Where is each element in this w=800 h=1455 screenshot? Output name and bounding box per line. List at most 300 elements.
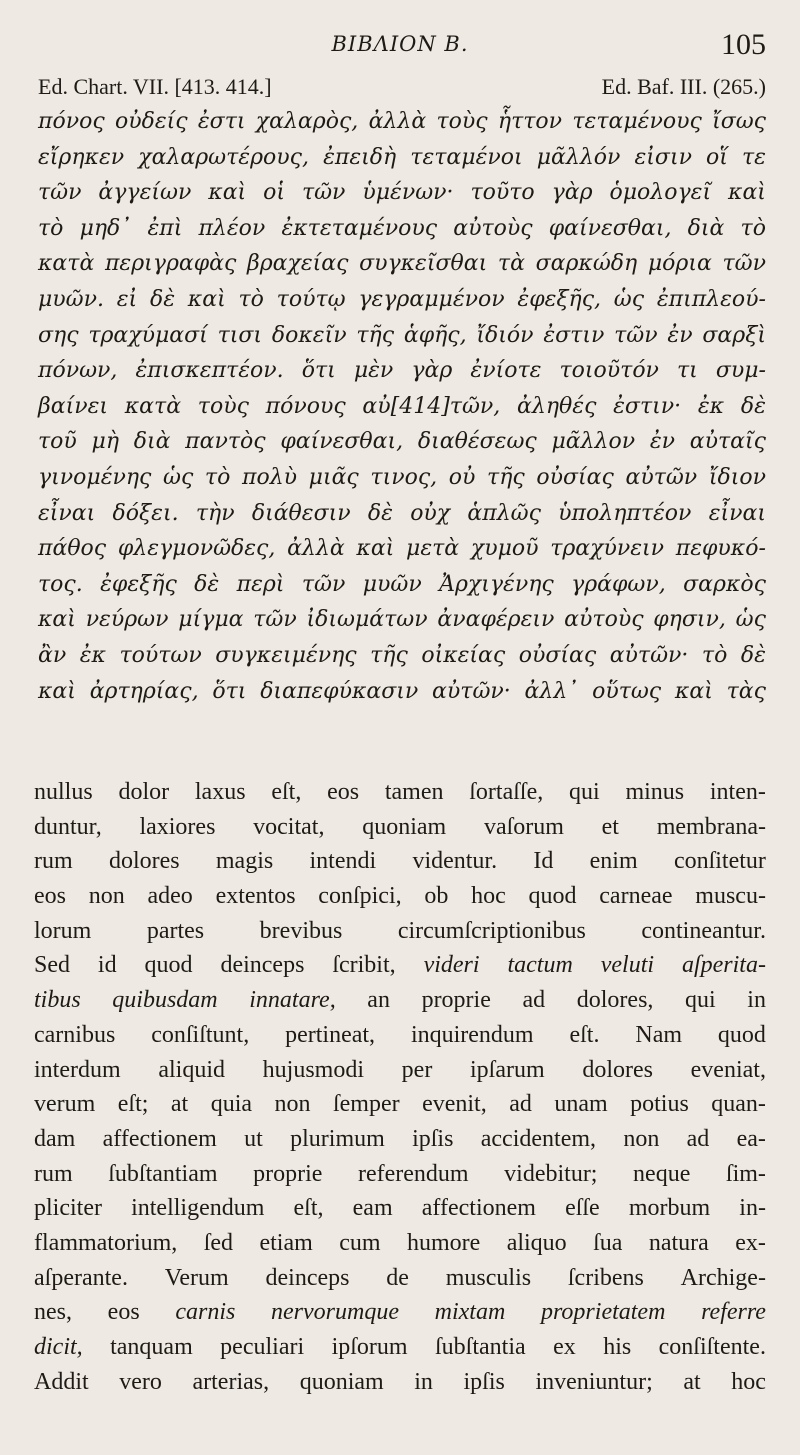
word: morbum	[628, 1195, 711, 1222]
word: γράφων,	[571, 571, 666, 597]
word: δὲ	[194, 571, 220, 597]
word: pertineat,	[285, 1021, 376, 1048]
word: hoc	[731, 1368, 766, 1395]
word: ἧττον	[497, 109, 563, 134]
word: ἀγγείων	[98, 180, 192, 206]
word: tibus	[34, 987, 81, 1014]
word: interdum	[34, 1056, 121, 1083]
latin-text-line	[34, 948, 766, 983]
word: νεύρων	[85, 607, 169, 633]
word: μετὰ	[406, 536, 460, 562]
word: μηδ᾽	[79, 215, 132, 241]
word: qui	[685, 987, 716, 1014]
word: οἵ	[706, 144, 728, 170]
greek-text-line	[38, 282, 766, 318]
word: μιᾶς	[308, 464, 359, 490]
word: ipſis	[412, 1125, 454, 1152]
word: τεταμένοι	[410, 144, 523, 170]
word: γὰρ	[411, 358, 453, 384]
word: χυμοῦ	[470, 536, 539, 562]
latin-text-line	[34, 1226, 766, 1261]
word: membrana-	[656, 813, 766, 840]
word: οὐχ	[410, 500, 451, 526]
edition-reference-chart: Ed. Chart. VII. [413. 414.]	[38, 74, 272, 99]
word: πάθος	[38, 536, 107, 562]
word: nes,	[34, 1299, 72, 1326]
word: quia	[210, 1091, 253, 1118]
word: ἐν	[649, 429, 676, 455]
greek-text-line	[38, 140, 766, 176]
word: τὰς	[726, 678, 766, 704]
word: τῆς	[356, 322, 395, 348]
word: τι	[677, 358, 698, 384]
word: mixtam	[434, 1299, 506, 1326]
word: ἐκ	[697, 393, 725, 419]
word: ſcribens	[567, 1264, 644, 1291]
word: Addit	[34, 1368, 89, 1395]
word: eos	[107, 1299, 140, 1326]
word: ὅτι	[212, 678, 247, 704]
word: αὐτῶν·	[432, 678, 511, 704]
word: dam	[34, 1125, 76, 1152]
word: pliciter	[34, 1195, 102, 1222]
word: οὐδείς	[114, 109, 188, 134]
word: dolor	[118, 779, 170, 805]
word: enim	[589, 848, 638, 875]
word: verum	[34, 1091, 96, 1118]
word: eam	[352, 1195, 393, 1222]
word: magis	[215, 848, 274, 875]
word: ob	[424, 883, 449, 910]
word: οὐσίας	[518, 642, 597, 668]
greek-text-line	[38, 104, 766, 140]
word: arterias,	[192, 1368, 270, 1395]
word: accidentem,	[480, 1125, 597, 1152]
word: πόνος	[38, 109, 105, 134]
word: ἐνίοτε	[470, 358, 542, 384]
word: αὐτῶν·	[609, 642, 689, 668]
word: rum	[34, 1160, 73, 1187]
word: circumſcriptionibus	[397, 917, 586, 944]
word: carnibus	[34, 1021, 116, 1048]
word: σης	[38, 322, 79, 348]
word: nullus	[34, 779, 93, 805]
word: τῶν	[614, 322, 658, 348]
word: ὑμένων·	[362, 180, 454, 206]
word: ἀλλὰ	[287, 536, 345, 562]
word: τοὺς	[436, 109, 488, 134]
word: ἰδιωμάτων	[306, 607, 428, 633]
word: ſed	[203, 1229, 234, 1256]
word: ad	[686, 1125, 710, 1152]
word: humore	[406, 1229, 481, 1256]
word: ὅτι	[301, 358, 336, 384]
latin-text-line	[34, 1365, 766, 1400]
word: ſim-	[725, 1160, 766, 1187]
word: his	[603, 1334, 632, 1360]
word: quod	[717, 1021, 766, 1048]
word: videntur.	[412, 848, 498, 875]
word: inveniuntur;	[535, 1368, 653, 1395]
word: ἐπισκεπτέον.	[135, 358, 284, 384]
word: id	[97, 952, 117, 979]
word: contineantur.	[641, 917, 766, 944]
word: hoc	[471, 883, 506, 910]
word: non	[274, 1091, 311, 1118]
word: aliquid	[158, 1056, 225, 1083]
word: Nam	[635, 1021, 683, 1048]
word: οἰκείας	[421, 642, 506, 668]
latin-text-line	[34, 1053, 766, 1088]
word: σαρκώδη	[535, 251, 638, 277]
word: musculis	[445, 1264, 532, 1291]
word: κατὰ	[124, 393, 182, 419]
word: cum	[339, 1229, 381, 1256]
word: περιγραφὰς	[104, 251, 237, 277]
greek-text-line	[38, 424, 766, 460]
word: ἐν	[667, 322, 693, 348]
latin-text-line	[34, 1191, 766, 1226]
word: ſcribit,	[332, 952, 396, 979]
word: laxiores	[139, 813, 216, 840]
word: quoniam	[299, 1368, 384, 1395]
word: ipſis	[463, 1368, 505, 1395]
word: inquirendum	[410, 1021, 534, 1048]
word: τὸ	[238, 286, 264, 312]
word: ἐφεξῆς,	[517, 286, 602, 312]
word: videri	[423, 952, 480, 979]
greek-text-block	[38, 104, 766, 709]
greek-text-line	[38, 531, 766, 567]
word: deinceps	[220, 952, 305, 979]
word: Ἀρχιγένης	[439, 571, 554, 597]
word: eveniat,	[690, 1056, 766, 1083]
word: quoniam	[362, 813, 447, 840]
word: ἐστι	[197, 109, 246, 134]
word: dicit,	[34, 1334, 83, 1360]
word: dolores	[108, 848, 180, 875]
word: ea-	[736, 1125, 766, 1152]
page-number: 105	[721, 28, 766, 61]
word: εἰσιν	[634, 144, 692, 170]
word: intelligendum	[131, 1195, 265, 1222]
word: proprietatem	[540, 1299, 666, 1326]
latin-text-line	[34, 879, 766, 914]
latin-text-line	[34, 1122, 766, 1157]
word: ἐφεξῆς	[100, 571, 177, 597]
word: natura	[648, 1229, 709, 1256]
word: conſiſtente.	[658, 1334, 766, 1360]
word: quan-	[711, 1091, 766, 1118]
word: καὶ	[187, 286, 226, 312]
word: eſt,	[271, 779, 302, 805]
word: proprie	[421, 987, 491, 1014]
word: ἁφῆς,	[403, 322, 467, 348]
word: καὶ	[38, 678, 76, 704]
word: laxus	[194, 779, 246, 805]
word: ἂν	[38, 642, 67, 668]
word: τισι	[217, 322, 263, 348]
word: σαρξὶ	[702, 322, 766, 348]
greek-text-line	[38, 638, 766, 674]
greek-text-line	[38, 674, 766, 710]
word: eſt.	[569, 1021, 600, 1048]
word: φαίνεσθαι,	[548, 215, 672, 241]
word: δοκεῖν	[271, 322, 347, 348]
word: videbitur;	[504, 1160, 598, 1187]
word: non	[623, 1125, 660, 1152]
latin-text-line	[34, 1330, 766, 1365]
word: Id	[533, 848, 554, 875]
word: neque	[633, 1160, 691, 1187]
word: τραχύνειν	[550, 536, 665, 562]
greek-text-line	[38, 496, 766, 532]
word: μόρια	[647, 251, 712, 277]
word: περὶ	[236, 571, 285, 597]
word: ſubſtantia	[435, 1334, 526, 1360]
word: eſſe	[565, 1195, 600, 1222]
word: carneae	[599, 883, 673, 910]
word: eos	[327, 779, 360, 805]
word: τὴν	[195, 500, 235, 526]
word: αὐτοὺς	[564, 607, 644, 633]
word: ἁπλῶς	[467, 500, 541, 526]
word: de	[386, 1264, 409, 1291]
word: τος.	[38, 571, 83, 597]
word: carnis	[175, 1299, 236, 1326]
word: τε	[742, 144, 766, 170]
word: συγκεῖσθαι	[359, 251, 488, 277]
word: τοὺς	[197, 393, 249, 419]
greek-text-line	[38, 211, 766, 247]
word: eos	[34, 883, 66, 910]
word: ex	[553, 1334, 576, 1360]
word: αὐτοὺς	[453, 215, 533, 241]
word: δόξει.	[112, 500, 179, 526]
word: etiam	[259, 1229, 313, 1256]
word: καὶ	[728, 180, 766, 206]
word: τὸ	[38, 215, 64, 241]
word: τοιοῦτόν	[559, 358, 659, 384]
word: partes	[146, 917, 205, 944]
word: tactum	[507, 952, 573, 979]
word: πολὺ	[241, 464, 298, 490]
word: παντὸς	[185, 429, 266, 455]
word: διαθέσεως	[417, 429, 537, 455]
word: τῶν	[301, 180, 346, 206]
word: et	[601, 813, 619, 840]
word: brevibus	[259, 917, 343, 944]
word: Sed	[34, 952, 70, 979]
word: ſua	[593, 1229, 623, 1256]
word: vaſorum	[483, 813, 564, 840]
word: τὰ	[497, 251, 525, 277]
word: rum	[34, 848, 73, 875]
latin-text-line	[34, 844, 766, 879]
word: at	[170, 1091, 189, 1118]
word: μίγμα	[178, 607, 244, 633]
word: Verum	[164, 1264, 229, 1291]
word: πόνους	[265, 393, 346, 419]
word: intendi	[309, 848, 377, 875]
greek-text-line	[38, 353, 766, 389]
word: innatare,	[249, 987, 336, 1014]
word: τῆς	[487, 464, 525, 490]
word: ὡς	[163, 464, 194, 490]
word: peculiari	[220, 1334, 305, 1360]
word: οἱ	[263, 180, 285, 206]
greek-text-line	[38, 246, 766, 282]
word: τῶν	[253, 607, 297, 633]
word: ἐπὶ	[147, 215, 183, 241]
word: γινομένης	[38, 464, 152, 490]
word: ipſarum	[470, 1056, 545, 1083]
word: μὴ	[91, 429, 119, 455]
word: referendum	[357, 1160, 469, 1187]
word: σαρκὸς	[683, 571, 766, 597]
word: ἐπειδὴ	[323, 144, 397, 170]
word: ἴσως	[712, 109, 766, 134]
word: ἐπιπλεού-	[656, 286, 766, 312]
latin-text-line	[34, 1157, 766, 1192]
word: τινος,	[370, 464, 438, 490]
word: conſpici,	[318, 883, 402, 910]
word: μᾶλλόν	[536, 144, 621, 170]
word: deinceps	[265, 1264, 350, 1291]
word: γεγραμμένον	[358, 286, 505, 312]
word: ipſorum	[331, 1334, 408, 1360]
word: συγκειμένης	[215, 642, 357, 668]
word: affectionem	[102, 1125, 217, 1152]
word: εἶναι	[38, 500, 96, 526]
word: ἀληθές	[517, 393, 597, 419]
word: minus	[625, 779, 685, 805]
word: διάθεσιν	[251, 500, 351, 526]
word: ἐστιν·	[613, 393, 682, 419]
word: αὐταῖς	[689, 429, 766, 455]
word: ἴδιον	[708, 464, 766, 490]
word: τὸ	[204, 464, 231, 490]
word: ſubſtantiam	[108, 1160, 218, 1187]
word: in-	[739, 1195, 766, 1222]
greek-text-line	[38, 602, 766, 638]
word: eſt,	[293, 1195, 324, 1222]
word: μυῶν	[362, 571, 422, 597]
word: unam	[554, 1091, 608, 1118]
word: τῶν	[722, 251, 766, 277]
greek-text-line	[38, 389, 766, 425]
word: μυῶν.	[38, 286, 104, 312]
word: evenit,	[422, 1091, 487, 1118]
word: ἀλλ᾽	[524, 678, 579, 704]
word: nervorumque	[271, 1299, 399, 1326]
word: τούτῳ	[276, 286, 346, 312]
word: χαλαρωτέρους,	[138, 144, 309, 170]
word: muscu-	[695, 883, 766, 910]
latin-text-line	[34, 1087, 766, 1122]
word: extentos	[215, 883, 296, 910]
word: μᾶλλον	[551, 429, 636, 455]
word: φησιν,	[653, 607, 726, 633]
running-title: BIBΛΙΟΝ B.	[331, 32, 469, 56]
word: εἰ	[116, 286, 138, 312]
word: ἐκτεταμένους	[281, 215, 438, 241]
word: εἶναι	[708, 500, 766, 526]
greek-text-line	[38, 175, 766, 211]
greek-text-line	[38, 567, 766, 603]
word: ὑποληπτέον	[558, 500, 692, 526]
word: tanquam	[110, 1334, 193, 1360]
word: πλέον	[198, 215, 266, 241]
word: ὡς	[613, 286, 645, 312]
word: καὶ	[208, 180, 247, 206]
word: καὶ	[356, 536, 395, 562]
word: ſortaſſe,	[469, 779, 544, 805]
word: τὸ	[740, 215, 766, 241]
word: adeo	[147, 883, 193, 910]
latin-text-line	[34, 775, 766, 810]
word: affectionem	[421, 1195, 536, 1222]
word: πεφυκό-	[675, 536, 766, 562]
word: αὐ[414]τῶν,	[362, 393, 501, 419]
word: in	[747, 987, 766, 1014]
word: βραχείας	[246, 251, 349, 277]
word: proprie	[253, 1160, 323, 1187]
word: γὰρ	[551, 180, 593, 206]
latin-text-line	[34, 914, 766, 949]
word: veluti	[600, 952, 655, 979]
word: φλεγμονῶδες,	[117, 536, 276, 562]
word: ἐστιν	[543, 322, 605, 348]
word: potius	[630, 1091, 689, 1118]
word: per	[401, 1056, 433, 1083]
word: διὰ	[687, 215, 725, 241]
running-head	[0, 28, 800, 62]
word: aſperante.	[34, 1264, 128, 1291]
word: δὲ	[149, 286, 176, 312]
word: vocitat,	[253, 813, 325, 840]
word: inten-	[709, 779, 766, 805]
word: referre	[701, 1299, 766, 1326]
word: aſperita-	[681, 952, 766, 979]
word: ὁμολογεῖ	[609, 180, 712, 206]
edition-reference-line	[38, 74, 766, 104]
word: ut	[244, 1125, 263, 1152]
word: εἴρηκεν	[38, 144, 125, 170]
word: an	[367, 987, 390, 1014]
word: χαλαρὸς,	[255, 109, 359, 134]
word: τούτων	[119, 642, 202, 668]
word: ἀναφέρειν	[437, 607, 555, 633]
word: φαίνεσθαι,	[280, 429, 404, 455]
word: aliquo	[506, 1229, 567, 1256]
greek-text-line	[38, 460, 766, 496]
word: ὡς	[735, 607, 766, 633]
latin-text-line	[34, 810, 766, 845]
word: διὰ	[133, 429, 171, 455]
word: καὶ	[674, 678, 713, 704]
word: Archige-	[680, 1264, 766, 1291]
word: conſiſtunt,	[151, 1021, 250, 1048]
word: ἴδιόν	[476, 322, 534, 348]
word: quod	[144, 952, 193, 979]
word: non	[88, 883, 125, 910]
word: ἀλλὰ	[368, 109, 427, 134]
word: duntur,	[34, 813, 102, 840]
word: καὶ	[38, 607, 76, 633]
word: κατὰ	[38, 251, 95, 277]
word: ex-	[735, 1229, 766, 1256]
